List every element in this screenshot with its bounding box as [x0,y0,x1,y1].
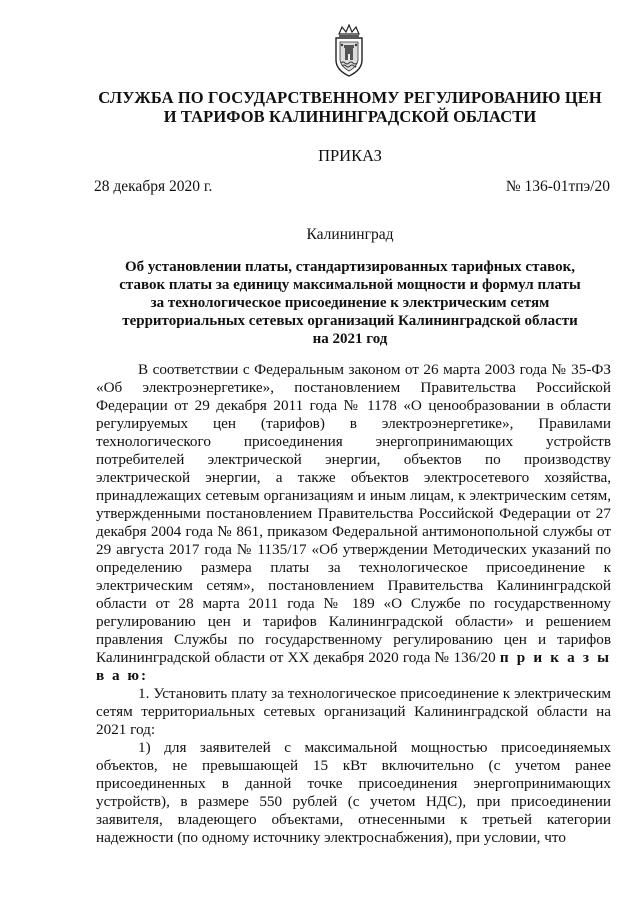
order-number: № 136-01тпэ/20 [505,178,610,195]
agency-name-line2: И ТАРИФОВ КАЛИНИНГРАДСКОЙ ОБЛАСТИ [163,107,537,126]
subject-line: территориальных сетевых организаций Калининградской области [122,313,578,329]
agency-name-line1: СЛУЖБА ПО ГОСУДАРСТВЕННОМУ РЕГУЛИРОВАНИЮ ЦЕН [98,88,602,107]
document-type: ПРИКАЗ [318,146,382,165]
subject-line: ставок платы за единицу максимальной мощности и формул платы [119,277,581,293]
order-word: п р и к а з ы в а ю: [96,649,611,684]
subject-line: Об установлении платы, стандартизированных тарифных ставок, [124,259,576,275]
preamble-text: В соответствии с Федеральным законом от 26 марта 2003 года № 35-ФЗ «Об электроэнергетике», постановлением Правительства Российской Федерации от 29 декабря 2011 года № 1178 «О ценообразовании в области регулируемых цен (тарифов) в электроэнергетике», Правилами технологического присоединения энергопринимающих устройств потребителей электрической энергии, объектов по производству электрической энергии, а также объектов электросетевого хозяйства, принадлежащих сетевым организациям и иным лицам, к электрическим сетям, утвержденными постановлением Правительства Российской Федерации от 27 декабря 2004 года № 861, приказом Федеральной антимонопольной службы от 29 августа 2017 года № 1135/17 «Об утверждении Методических указаний по определению размера платы за технологическое присоединение к электрическим сетям», постановлением Правительства Калининградской области от 28 марта 2011 года № 189 «О Службе по государственному регулированию цен и тарифов Калининградской области» и решением правления Службы по государственному регулированию цен и тарифов Калининградской области от XX декабря 2020 года № 136/20 [96,361,611,666]
issue-city: Калининград [306,226,394,243]
preamble-paragraph [96,361,611,685]
item-1-1-paragraph: 1) для заявителей с максимальной мощностью присоединяемых объектов, не превышающей 15 кВт включительно (с учетом ранее присоединенных в данной точке присоединения энергопринимающих устройств), в размере 550 рублей (с учетом НДС), при присоединении заявителя, владеющего объектами, отнесенными к третьей категории надежности (по одному источнику электроснабжения), при условии, что [96,739,611,846]
order-subject [95,258,605,348]
coat-of-arms-icon [330,24,368,78]
subject-line: на 2021 год [312,331,388,347]
subject-line: за технологическое присоединение к электрическим сетям [150,295,550,311]
order-date: 28 декабря 2020 г. [94,178,213,195]
item-1-paragraph: 1. Установить плату за технологическое присоединение к электрическим сетям территориальных сетевых организаций Калининградской области на 2021 год: [96,685,611,738]
agency-name [95,88,605,126]
order-body [96,361,611,847]
